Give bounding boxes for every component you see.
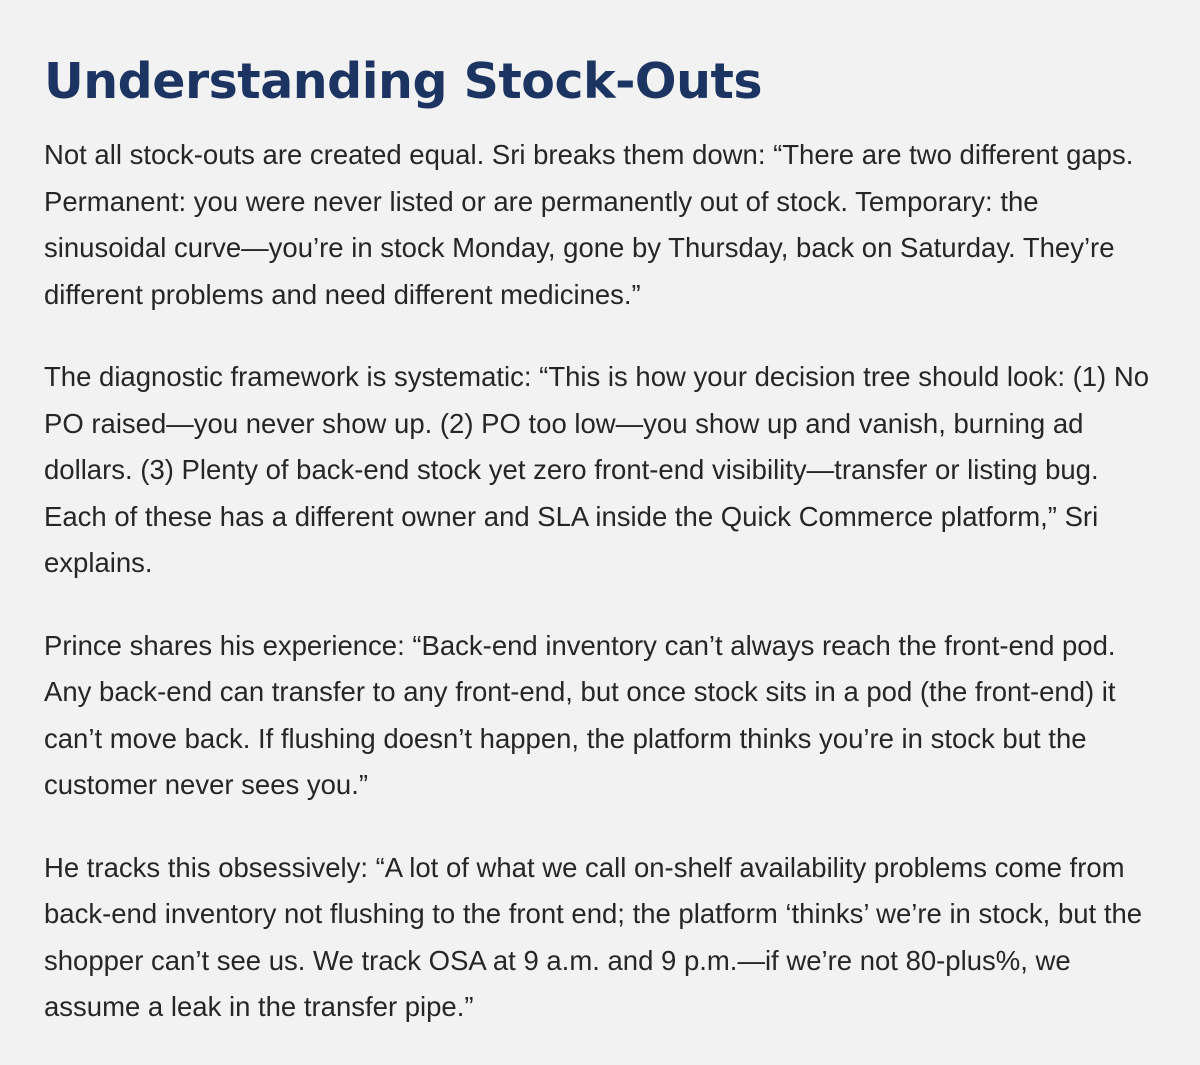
paragraph-osa-tracking: He tracks this obsessively: “A lot of what we call on-shelf availability problems come from back-end inventory not flushing to the front end; the platform ‘thinks’ we’re in stock, but the shopper can’t see us. We track OSA at 9 a.m. and 9 p.m.—if we’re not 80-plus%, we assume a leak in the transfer pipe.” bbox=[44, 851, 1143, 1022]
paragraph-prince-experience: Prince shares his experience: “Back-end inventory can’t always reach the front-end pod. Any back-end can transfer to any front-end, but once stock sits in a pod (the front-end) it can’t move back. If flushing doesn’t happen, the platform thinks you’re in stock but the customer never sees you.” bbox=[44, 629, 1116, 800]
paragraph-diagnostic-framework: The diagnostic framework is systematic: “This is how your decision tree should look: (1) No PO raised—you never show up. (2) PO too low—you show up and vanish, burning ad dollars. (3) Plenty of back-end stock yet zero front-end visibility—transfer or listing bug. Each of these has a different owner and SLA inside the Quick Commerce platform,” Sri explains. bbox=[44, 361, 1150, 578]
paragraph-stock-out-types: Not all stock-outs are created equal. Sri breaks them down: “There are two different gaps. Permanent: you were never listed or are permanently out of stock. Temporary: the sinusoidal curve—you’re in stock Monday, gone by Thursday, back on Saturday. They’re different problems and need different medicines.” bbox=[44, 139, 1134, 310]
article-title: Understanding Stock-Outs bbox=[44, 53, 763, 110]
